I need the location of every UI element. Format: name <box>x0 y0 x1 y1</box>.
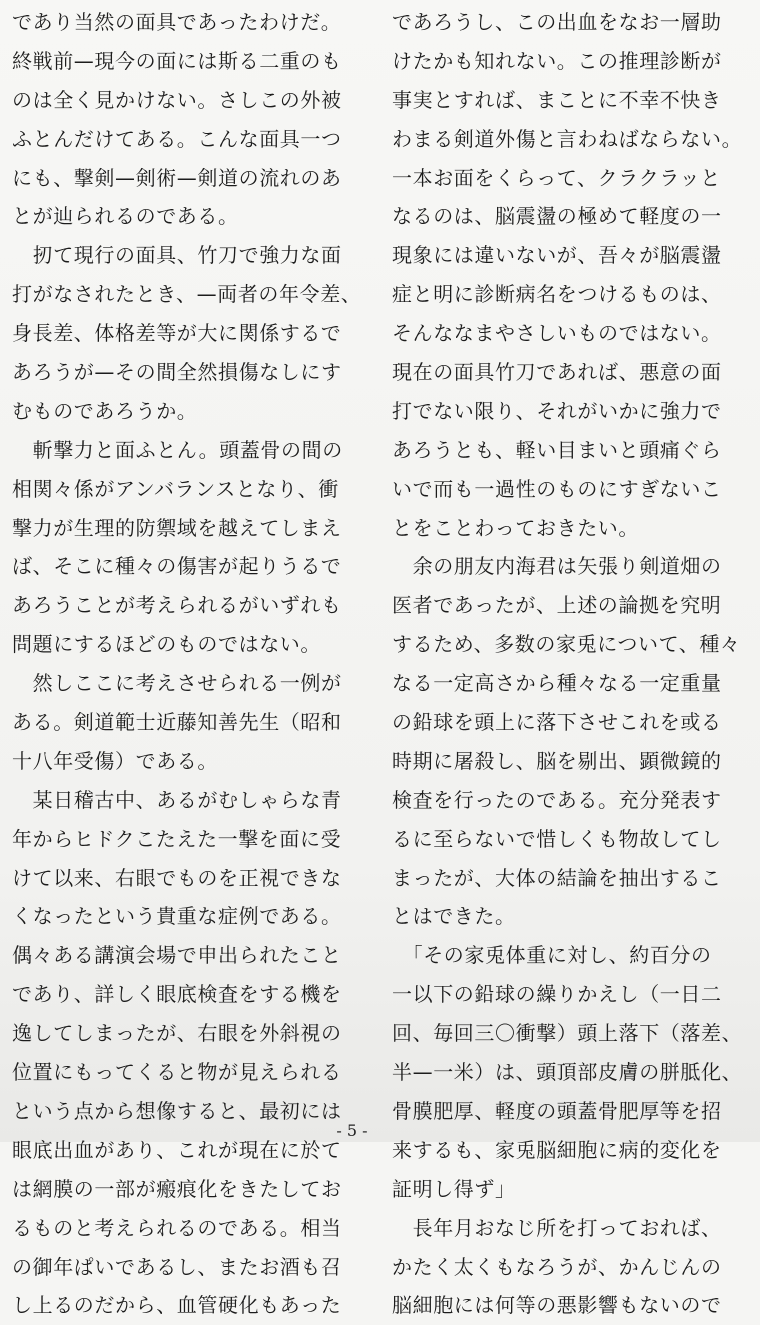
page-number: - 5 - <box>336 1121 368 1140</box>
text-line: 時期に屠殺し、脳を剔出、顕微鏡的 <box>392 748 722 773</box>
text-line: なる一定高さから種々なる一定重量 <box>392 671 722 696</box>
text-line: わまる剣道外傷と言わねばならない。 <box>392 126 743 151</box>
text-line: 打がなされたとき、—両者の年令差、 <box>12 282 362 307</box>
text-line: あろうとも、軽い目まいと頭痛ぐら <box>392 437 722 462</box>
text-line: いで而も一過性のものにすぎないこ <box>392 476 722 501</box>
text-line: ば、そこに種々の傷害が起りうるで <box>12 554 342 579</box>
text-line: 終戦前—現今の面には斯る二重のも <box>12 48 342 73</box>
text-line: 医者であったが、上述の論拠を究明 <box>392 593 722 618</box>
text-line: あろうが—その間全然損傷なしにす <box>12 360 342 385</box>
text-line: 長年月おなじ所を打っておれば、 <box>392 1215 722 1240</box>
text-line: という点から想像すると、最初には <box>12 1098 342 1123</box>
text-line: 証明し得ず」 <box>392 1176 516 1201</box>
text-line: そんななまやさしいものではない。 <box>392 321 722 346</box>
text-line: なるのは、脳震盪の極めて軽度の一 <box>392 204 722 229</box>
text-line: 来するも、家兎脳細胞に病的変化を <box>392 1137 722 1162</box>
text-line: 然しここに考えさせられる一例が <box>12 671 342 696</box>
text-line: 斬撃力と面ふとん。頭蓋骨の間の <box>12 437 343 462</box>
text-line: るものと考えられるのである。相当 <box>12 1215 342 1240</box>
text-line: かたく太くもなろうが、かんじんの <box>392 1254 722 1279</box>
left-text-column <box>12 3 362 1325</box>
text-line: 打でない限り、それがいかに強力で <box>392 398 722 423</box>
text-line: けて以来、右眼でものを正視できな <box>12 865 342 890</box>
text-line: 一本お面をくらって、クラクラッと <box>392 165 721 190</box>
text-line: あろうことが考えられるがいずれも <box>12 593 342 618</box>
text-line: 余の朋友内海君は矢張り剣道畑の <box>392 554 722 579</box>
text-line: とはできた。 <box>392 904 516 929</box>
text-line: の鉛球を頭上に落下させこれを或る <box>392 710 722 735</box>
text-line: 相関々係がアンバランスとなり、衝 <box>12 476 339 501</box>
right-text-column <box>392 3 743 1325</box>
text-line: であり当然の面具であったわけだ。 <box>12 10 342 34</box>
text-line: むものであろうか。 <box>12 398 198 423</box>
text-line: ふとんだけてある。こんな面具一つ <box>12 126 342 151</box>
text-line: 身長差、体格差等が大に関係するで <box>12 321 342 346</box>
text-line: 偶々ある講演会場で申出られたこと <box>12 943 342 968</box>
text-line: まったが、大体の結論を抽出するこ <box>392 865 722 890</box>
text-line: 回、毎回三〇衝撃）頭上落下（落差、 <box>392 1021 743 1046</box>
text-line: 骨膜肥厚、軽度の頭蓋骨肥厚等を招 <box>392 1098 722 1123</box>
text-line: 某日稽古中、あるがむしゃらな青 <box>12 787 342 812</box>
text-line: 検査を行ったのである。充分発表す <box>392 787 722 812</box>
text-line: 一以下の鉛球の繰りかえし（一日二 <box>392 982 722 1007</box>
text-line: 現在の面具竹刀であれば、悪意の面 <box>392 360 722 385</box>
text-line: 十八年受傷）である。 <box>12 748 218 773</box>
text-line: し上るのだから、血管硬化もあった <box>12 1293 342 1318</box>
text-line: 問題にするほどのものではない。 <box>12 632 321 657</box>
text-line: の御年ぱいであるし、またお酒も召 <box>12 1254 342 1279</box>
text-line: くなったという貴重な症例である。 <box>12 904 342 929</box>
text-line: 症と明に診断病名をつけるものは、 <box>392 282 722 307</box>
text-line: 位置にもってくると物が見えられる <box>12 1060 342 1085</box>
text-line: 撃力が生理的防禦域を越えてしまえ <box>12 515 342 540</box>
text-line: ある。剣道範士近藤知善先生（昭和 <box>12 710 342 735</box>
text-line: けたかも知れない。この推理診断が <box>392 48 722 73</box>
text-line: であろうし、この出血をなお一層助 <box>392 10 722 34</box>
text-line: とをことわっておきたい。 <box>392 515 639 540</box>
text-line: 逸してしまったが、右眼を外斜視の <box>12 1021 342 1046</box>
text-line: のは全く見かけない。さしこの外被 <box>12 87 342 112</box>
text-line: にも、撃剣—剣術—剣道の流れのあ <box>12 165 342 190</box>
text-line: 年からヒドクこたえた一撃を面に受 <box>12 826 342 851</box>
text-line: するため、多数の家兎について、種々 <box>392 632 741 657</box>
text-line: は網膜の一部が瘢痕化をきたしてお <box>12 1176 342 1201</box>
text-line: 「その家兎体重に対し、約百分の <box>392 943 712 968</box>
text-line: 眼底出血があり、これが現在に於て <box>12 1137 342 1162</box>
text-line: 脳細胞には何等の悪影響もないので <box>392 1293 722 1318</box>
text-line: であり、詳しく眼底検査をする機を <box>12 982 342 1007</box>
text-line: とが辿られるのである。 <box>12 204 239 229</box>
text-line: 扨て現行の面具、竹刀で強力な面 <box>12 243 342 268</box>
text-line: 半—一米）は、頭頂部皮膚の胼胝化、 <box>392 1060 743 1085</box>
text-line: 現象には違いないが、吾々が脳震盪 <box>392 243 722 268</box>
text-line: るに至らないで惜しくも物故してし <box>392 826 722 851</box>
text-line: 事実とすれば、まことに不幸不快き <box>392 87 722 112</box>
